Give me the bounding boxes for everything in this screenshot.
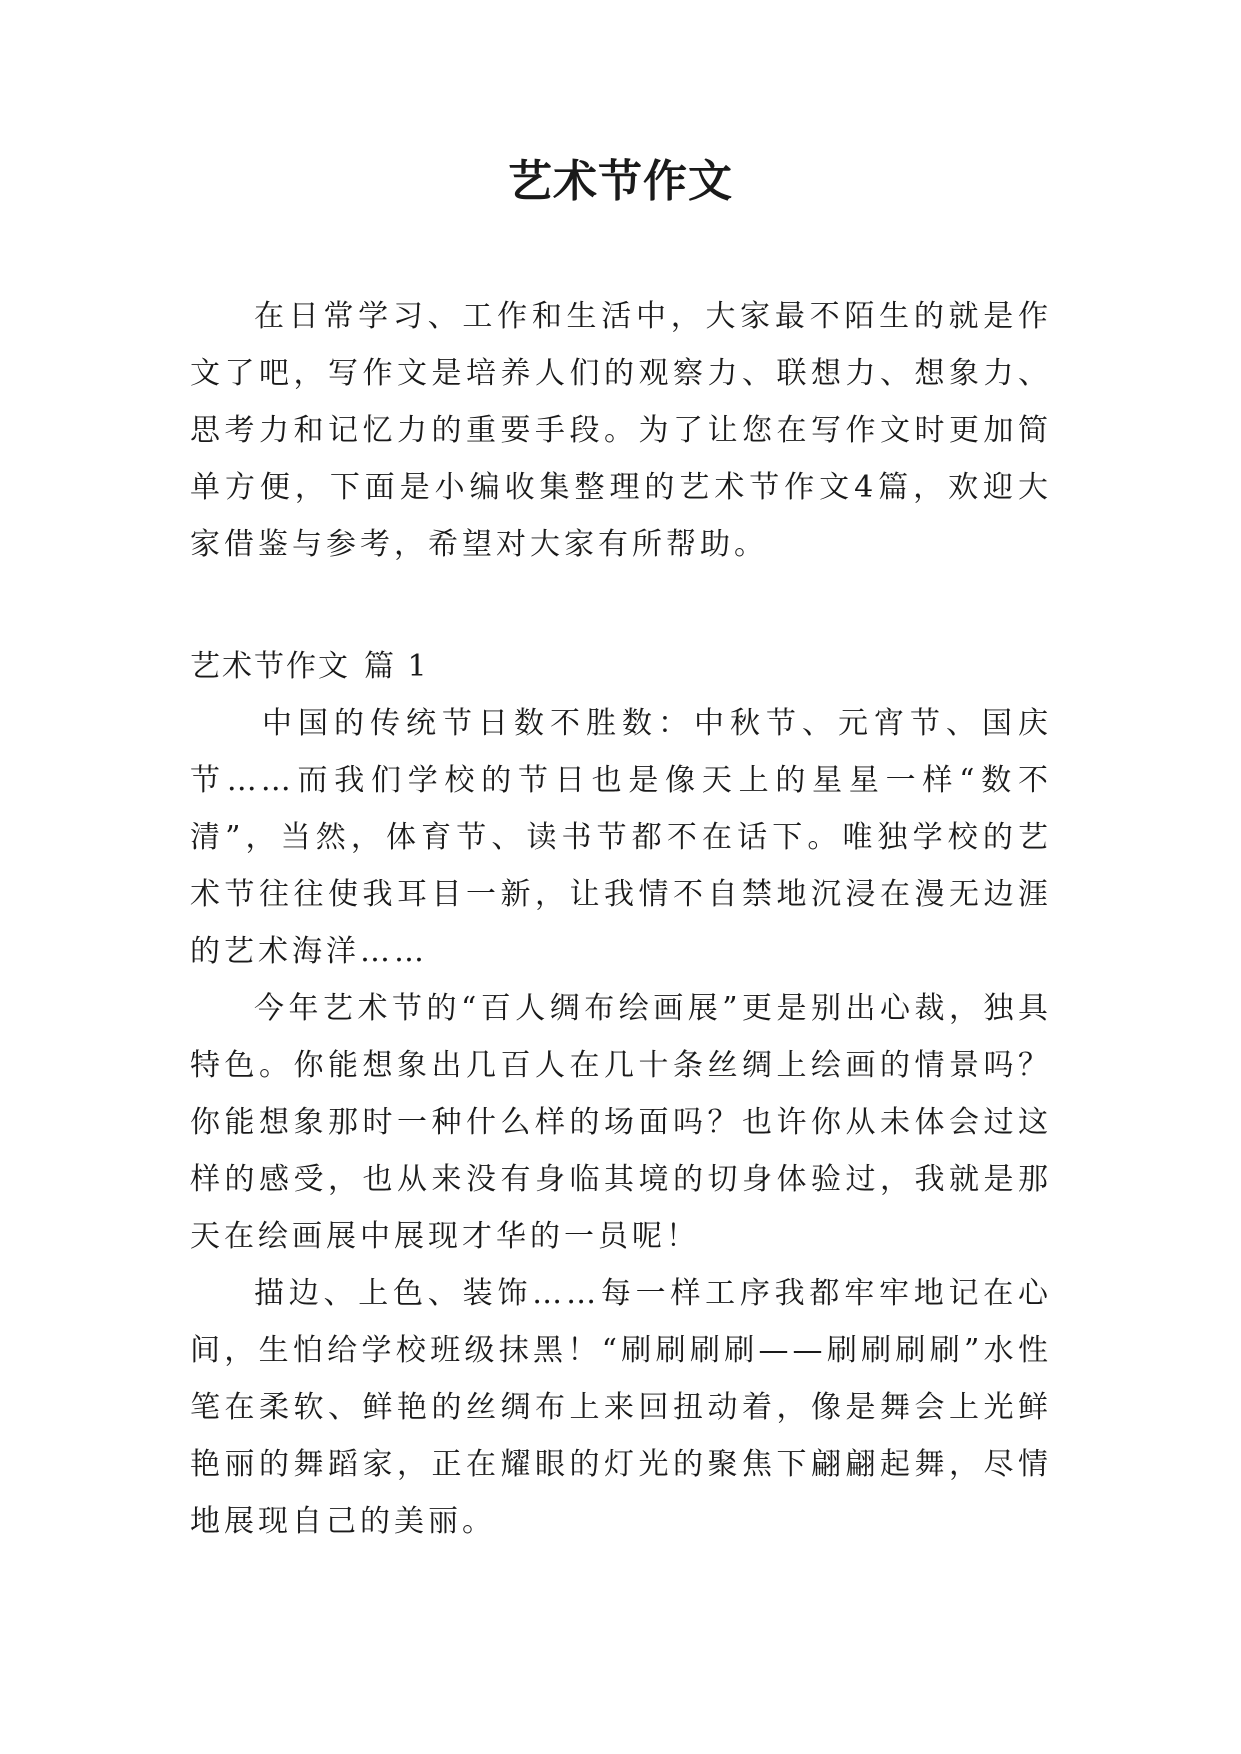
section-heading	[190, 638, 429, 695]
body-paragraph-3: 描边、上色、装饰……每一样工序我都牢牢地记在心间，生怕给学校班级抹黑！“刷刷刷刷——刷刷刷刷”水性笔在柔软、鲜艳的丝绸布上来回扭动着，像是舞会上光鲜艳丽的舞蹈家，正在耀眼的灯光的聚焦下翩翩起舞，尽情地展现自己的美丽。	[190, 1276, 1052, 1539]
document-title: 艺术节作文	[508, 156, 733, 207]
intro-paragraph: 在日常学习、工作和生活中，大家最不陌生的就是作文了吧，写作文是培养人们的观察力、联想力、想象力、思考力和记忆力的重要手段。为了让您在写作文时更加简单方便，下面是小编收集整理的艺术节作文4篇，欢迎大家借鉴与参考，希望对大家有所帮助。	[190, 299, 1052, 562]
body-paragraph-1: 中国的传统节日数不胜数：中秋节、元宵节、国庆节……而我们学校的节日也是像天上的星星一样“数不清”，当然，体育节、读书节都不在话下。唯独学校的艺术节往往使我耳目一新，让我情不自禁地沉浸在漫无边涯的艺术海洋……	[190, 706, 1052, 969]
section-heading-part: 篇 1	[364, 649, 429, 684]
section-heading-title: 艺术节作文	[190, 649, 350, 684]
body-paragraph-2: 今年艺术节的“百人绸布绘画展”更是别出心裁，独具特色。你能想象出几百人在几十条丝绸上绘画的情景吗？你能想象那时一种什么样的场面吗？也许你从未体会过这样的感受，也从来没有身临其境的切身体验过，我就是那天在绘画展中展现才华的一员呢！	[190, 991, 1052, 1254]
